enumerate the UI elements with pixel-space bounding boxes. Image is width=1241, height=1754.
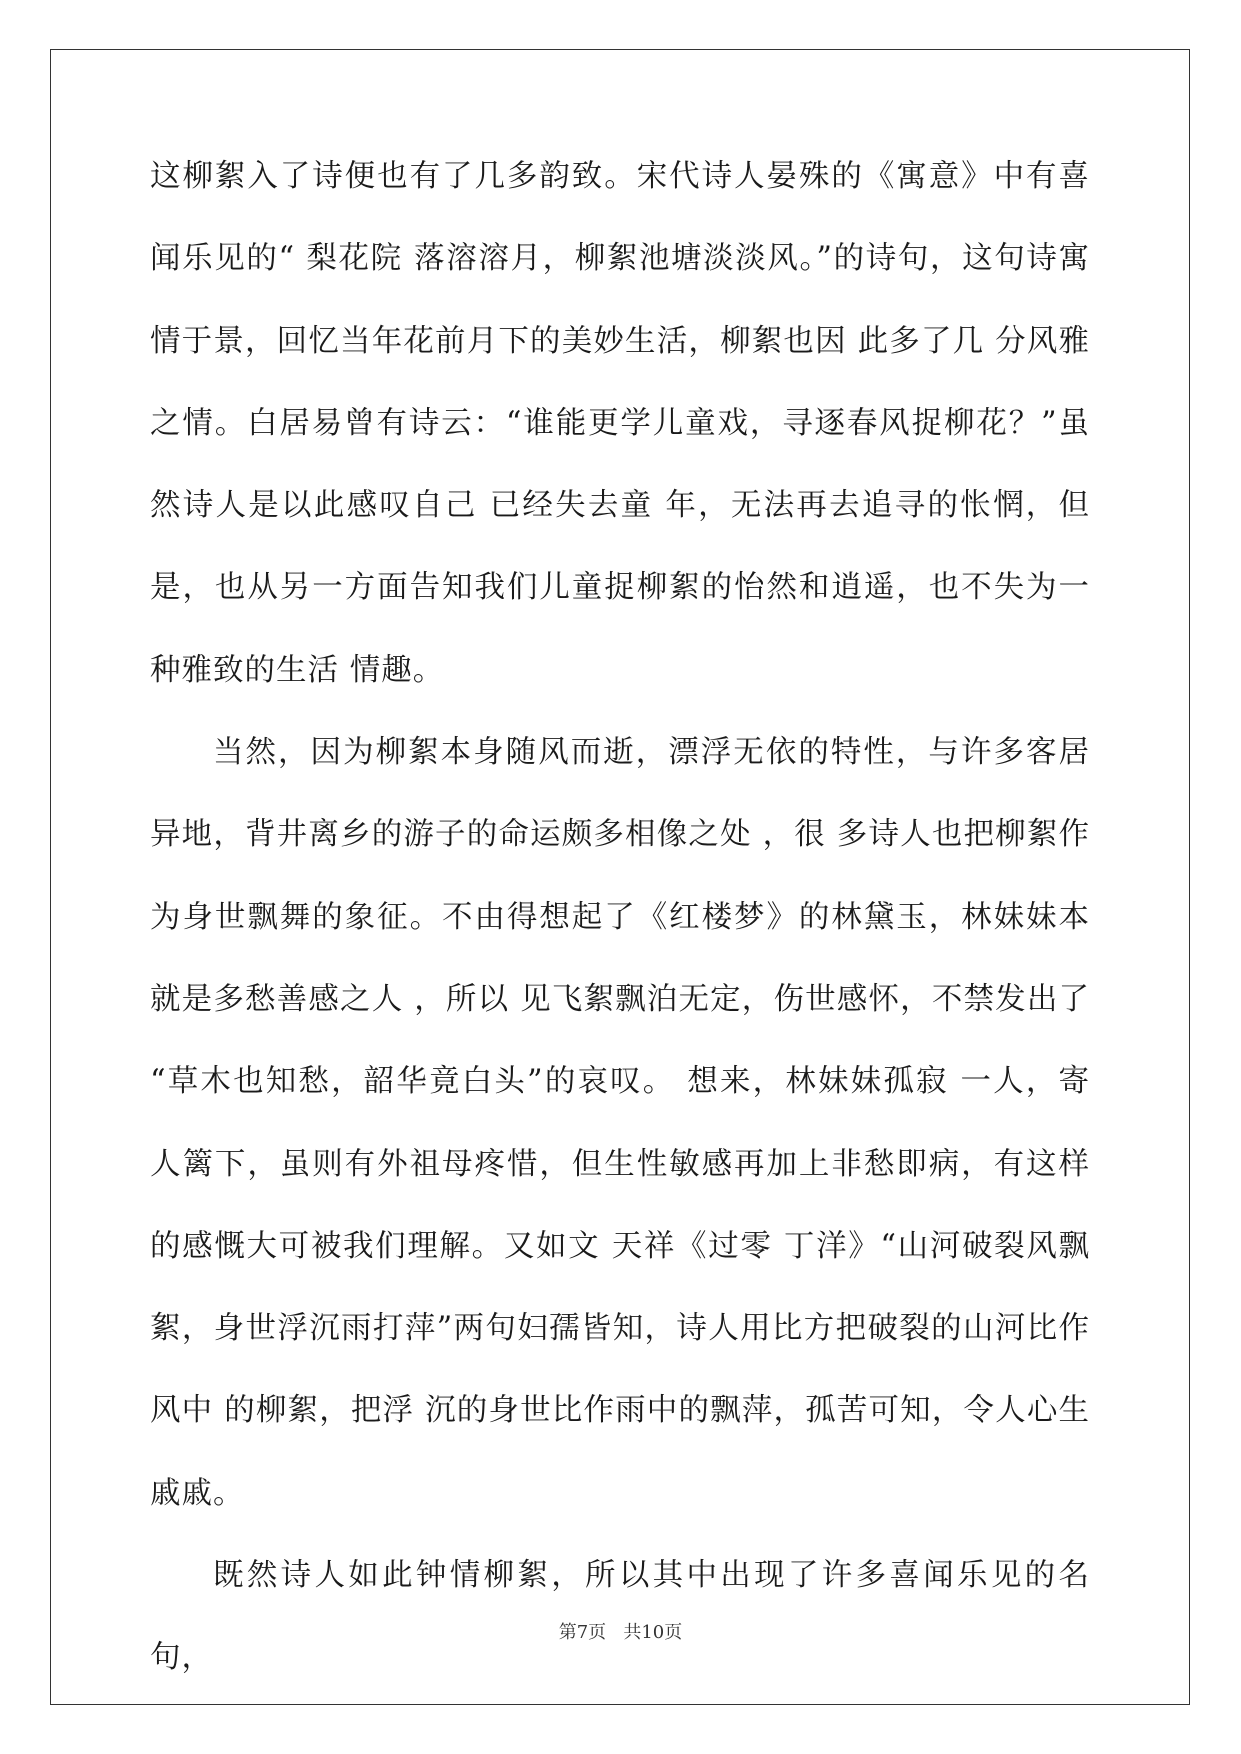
paragraph-3: 既然诗人如此钟情柳絮，所以其中出现了许多喜闻乐见的名句，: [150, 1558, 1090, 1676]
paragraph-1: 这柳絮入了诗便也有了几多韵致。宋代诗人晏殊的《寓意》中有喜闻乐见的“ 梨花院 落溶溶月，柳絮池塘淡淡风。”的诗句，这句诗寓情于景，回忆当年花前月下的美妙生活，柳絮也因 此多了几 分风雅之情。白居易曾有诗云：“谁能更学儿童戏，寻逐春风捉柳花？”虽然诗人是以此感叹自己 已经失去童 年，无法再去追寻的怅惘，但是，也从另一方面告知我们儿童捉柳絮的怡然和逍遥，也不失为一 种雅致的生活 情趣。: [150, 159, 1090, 688]
document-body: [150, 158, 1090, 1700]
page-number-footer: 第7页 共10页: [558, 1622, 683, 1643]
paragraph-2: 当然，因为柳絮本身随风而逝，漂浮无依的特性，与许多客居异地，背井离乡的游子的命运颇多相像之处 ，很 多诗人也把柳絮作为身世飘舞的象征。不由得想起了《红楼梦》的林黛玉，林妹妹本就是多愁善感之人 ，所以 见飞絮飘泊无定，伤世感怀，不禁发出了 “草木也知愁，韶华竟白头”的哀叹。 想来，林妹妹孤寂 一人，寄 人篱下，虽则有外祖母疼惜，但生性敏感再加上非愁即病，有这样的感慨大可被我们理解。又如文 天祥《过零 丁洋》“山河破裂风飘絮，身世浮沉雨打萍”两句妇孺皆知，诗人用比方把破裂的山河比作风中 的柳絮，把浮 沉的身世比作雨中的飘萍，孤苦可知，令人心生戚戚。: [150, 735, 1090, 1511]
